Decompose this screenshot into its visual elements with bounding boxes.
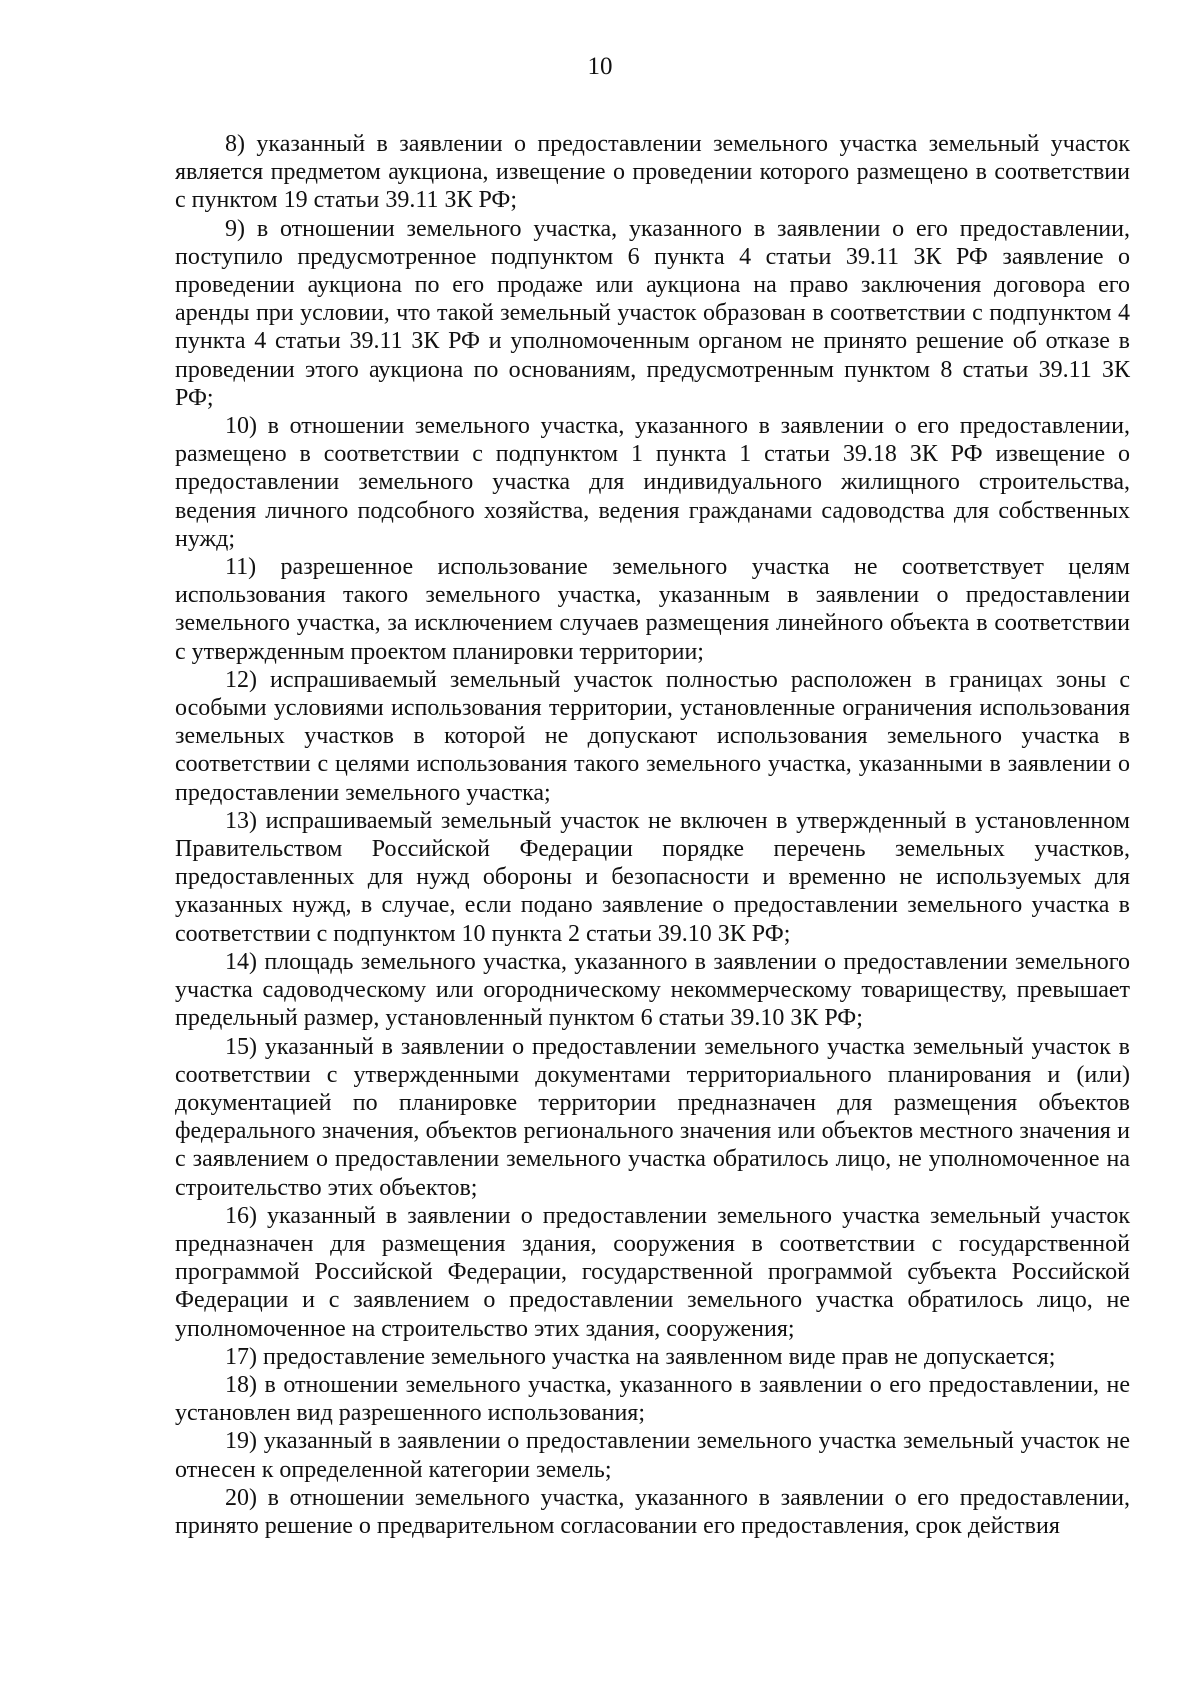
paragraph-item-17: 17) предоставление земельного участка на заявленном виде прав не допускается; [225, 1343, 1056, 1370]
paragraph-item-15: 15) указанный в заявлении о предоставлении земельного участка земельный участок в соответствии с утвержденными документами территориального планирования и (или) документацией по планировке территории предназначен для размещения объектов федерального значения, объектов регионального значения или объектов местного значения и с заявлением о предоставлении земельного участка обратилось лицо, не уполномоченное на строительство этих объектов; [175, 1033, 1130, 1201]
page-number: 10 [587, 53, 613, 80]
paragraph-item-13: 13) испрашиваемый земельный участок не включен в утвержденный в установленном Правительством Российской Федерации порядке перечень земельных участков, предоставленных для нужд обороны и безопасности и временно не используемых для указанных нужд, в случае, если подано заявление о предоставлении земельного участка в соответствии с подпунктом 10 пункта 2 статьи 39.10 ЗК РФ; [175, 807, 1130, 947]
paragraph-item-20: 20) в отношении земельного участка, указанного в заявлении о его предоставлении, принято решение о предварительном согласовании его предоставления, срок действия [175, 1484, 1130, 1539]
paragraph-item-11: 11) разрешенное использование земельного участка не соответствует целям использования такого земельного участка, указанным в заявлении о предоставлении земельного участка, за исключением случаев размещения линейного объекта в соответствии с утвержденным проектом планировки территории; [175, 554, 1130, 665]
paragraph-item-16: 16) указанный в заявлении о предоставлении земельного участка земельный участок предназначен для размещения здания, сооружения в соответствии с государственной программой Российской Федерации, государственной программой субъекта Российской Федерации и с заявлением о предоставлении земельного участка обратилось лицо, не уполномоченное на строительство этих здания, сооружения; [175, 1202, 1130, 1342]
paragraph-item-18: 18) в отношении земельного участка, указанного в заявлении о его предоставлении, не установлен вид разрешенного использования; [175, 1371, 1130, 1427]
paragraph-item-19: 19) указанный в заявлении о предоставлении земельного участка земельный участок не отнесен к определенной категории земель; [175, 1428, 1130, 1483]
paragraph-item-8: 8) указанный в заявлении о предоставлении земельного участка земельный участок является предметом аукциона, извещение о проведении которого размещено в соответствии с пунктом 19 статьи 39.11 ЗК РФ; [175, 131, 1130, 214]
paragraph-item-12: 12) испрашиваемый земельный участок полностью расположен в границах зоны с особыми условиями использования территории, установленные ограничения использования земельных участков в которой не допускают использования земельного участка в соответствии с целями использования такого земельного участка, указанными в заявлении о предоставлении земельного участка; [175, 666, 1130, 806]
document-body [175, 130, 1130, 1540]
paragraph-item-14: 14) площадь земельного участка, указанного в заявлении о предоставлении земельного участка садоводческому или огородническому некоммерческому товариществу, превышает предельный размер, установленный пунктом 6 статьи 39.10 ЗК РФ; [175, 948, 1130, 1032]
paragraph-item-10: 10) в отношении земельного участка, указанного в заявлении о его предоставлении, размещено в соответствии с подпунктом 1 пункта 1 статьи 39.18 ЗК РФ извещение о предоставлении земельного участка для индивидуального жилищного строительства, ведения личного подсобного хозяйства, ведения гражданами садоводства для собственных нужд; [175, 413, 1130, 552]
paragraph-item-9: 9) в отношении земельного участка, указанного в заявлении о его предоставлении, поступило предусмотренное подпунктом 6 пункта 4 статьи 39.11 ЗК РФ заявление о проведении аукциона по его продаже или аукциона на право заключения договора его аренды при условии, что такой земельный участок образован в соответствии с подпунктом 4 пункта 4 статьи 39.11 ЗК РФ и уполномоченным органом не принято решение об отказе в проведении этого аукциона по основаниям, предусмотренным пунктом 8 статьи 39.11 ЗК РФ; [175, 215, 1130, 411]
